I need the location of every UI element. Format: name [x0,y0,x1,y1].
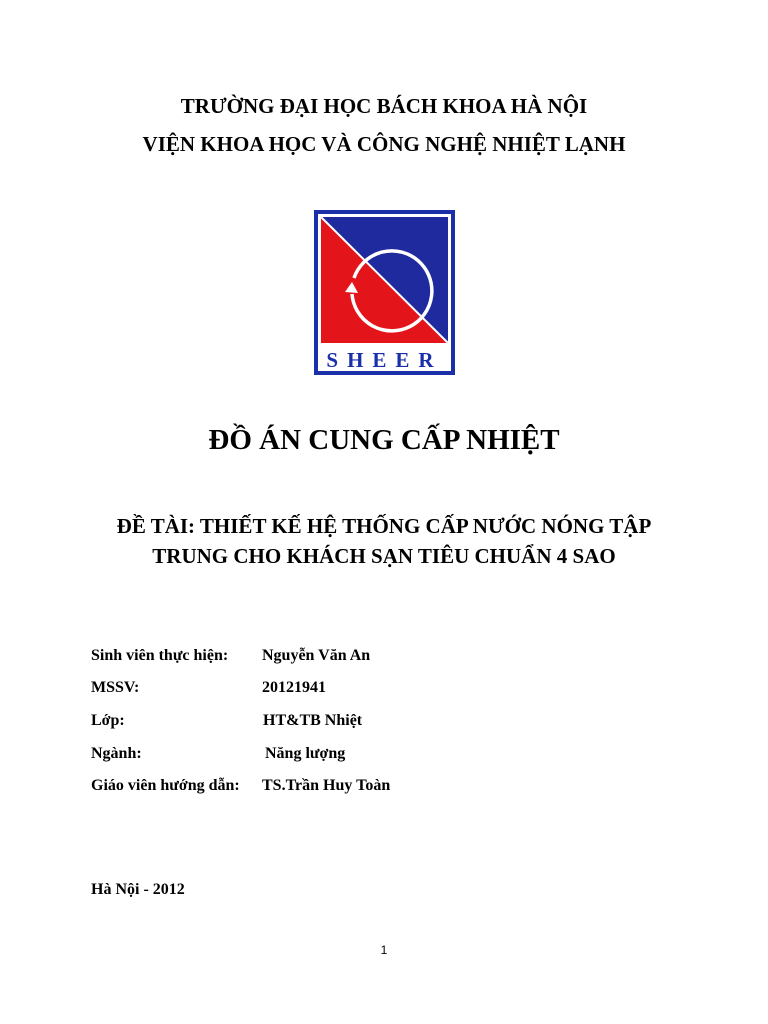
student-id-value: 20121941 [262,679,326,696]
document-title: ĐỒ ÁN CUNG CẤP NHIỆT [208,424,560,456]
institute-name: VIỆN KHOA HỌC VÀ CÔNG NGHỆ NHIỆT LẠNH [142,132,626,156]
advisor-label: Giáo viên hướng dẫn: [91,777,240,794]
page-number: 1 [380,943,388,957]
student-id-label: MSSV: [91,679,140,696]
topic-line-1: ĐỀ TÀI: THIẾT KẾ HỆ THỐNG CẤP NƯỚC NÓNG TẬP [116,514,652,538]
major-value: Năng lượng [265,745,346,762]
student-label: Sinh viên thực hiện: [91,647,229,664]
advisor-value: TS.Trần Huy Toàn [262,777,391,794]
sheer-logo [314,210,455,375]
topic-line-2: TRUNG CHO KHÁCH SẠN TIÊU CHUẨN 4 SAO [152,544,616,568]
place-date: Hà Nội - 2012 [91,881,185,898]
student-value: Nguyễn Văn An [262,647,371,664]
topic-block [60,511,708,571]
major-label: Ngành: [91,745,142,762]
class-label: Lớp: [91,712,125,729]
logo-text: SHEER [326,348,443,372]
school-name: TRƯỜNG ĐẠI HỌC BÁCH KHOA HÀ NỘI [180,94,588,118]
class-value: HT&TB Nhiệt [263,712,363,729]
